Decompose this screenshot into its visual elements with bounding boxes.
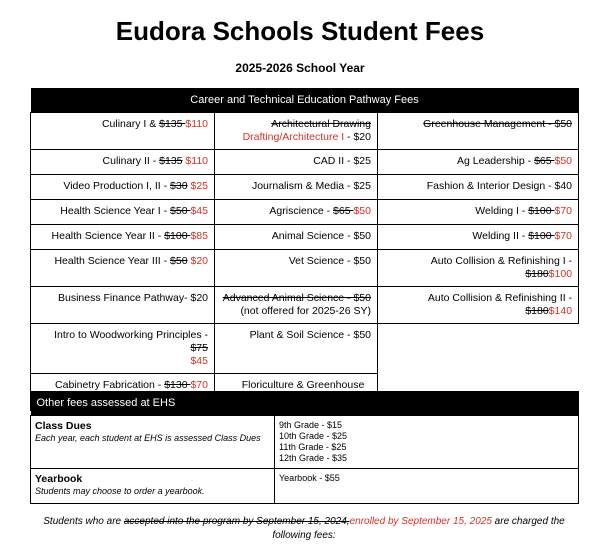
- career-fees-table: [30, 88, 579, 411]
- footnote: Students who are accepted into the program by September 15, 2024,enrolled by September 15, 2025 are charged the following fees:: [43, 516, 565, 541]
- fee-cell: Architectural Drawing Drafting/Architecture I - $20: [215, 113, 378, 150]
- fee-cell: Auto Collision & Refinishing I - $180$100: [378, 250, 579, 287]
- fee-cell: Cabinetry Fabrication - $130 $70: [31, 374, 215, 411]
- fee-cell: Vet Science - $50: [215, 250, 378, 287]
- fee-cell: Health Science Year II - $100 $85: [31, 225, 215, 250]
- other-fees-table: [30, 391, 579, 504]
- fee-cell: Health Science Year I - $50 $45: [31, 200, 215, 225]
- page-subtitle: 2025-2026 School Year: [235, 61, 365, 75]
- yearbook-cell: Yearbook Students may choose to order a yearbook.: [31, 469, 275, 504]
- fee-cell: Video Production I, II - $30 $25: [31, 175, 215, 200]
- fee-cell: CAD II - $25: [215, 150, 378, 175]
- fee-cell: Greenhouse Management - $50: [378, 113, 579, 150]
- fee-cell: Culinary II - $135 $110: [31, 150, 215, 175]
- fee-cell: Floriculture & Greenhouse: [215, 374, 378, 411]
- fee-cell: Journalism & Media - $25: [215, 175, 378, 200]
- fee-cell: Culinary I & $135 $110: [31, 113, 215, 150]
- class-dues-amounts: 9th Grade - $15 10th Grade - $25 11th Grade - $25 12th Grade - $35: [275, 416, 579, 469]
- fee-cell: Advanced Animal Science - $50 (not offered for 2025-26 SY): [215, 287, 378, 324]
- fee-cell: Business Finance Pathway- $20: [31, 287, 215, 324]
- fee-cell: Fashion & Interior Design - $40: [378, 175, 579, 200]
- fee-cell: Auto Collision & Refinishing II - $180$140: [378, 287, 579, 324]
- fee-cell: Agriscience - $65 $50: [215, 200, 378, 225]
- other-fees-heading: Other fees assessed at EHS: [31, 391, 579, 416]
- fee-cell: Welding I - $100 $70: [378, 200, 579, 225]
- yearbook-amount: Yearbook - $55: [275, 469, 579, 504]
- fee-cell: Welding II - $100 $70: [378, 225, 579, 250]
- fee-cell: Animal Science - $50: [215, 225, 378, 250]
- fee-cell: Plant & Soil Science - $50: [215, 324, 378, 374]
- page-title: Eudora Schools Student Fees: [115, 16, 485, 46]
- career-fees-heading: Career and Technical Education Pathway Fees: [31, 88, 579, 113]
- fee-cell: Ag Leadership - $65 $50: [378, 150, 579, 175]
- class-dues-cell: Class Dues Each year, each student at EHS is assessed Class Dues: [31, 416, 275, 469]
- fee-cell: Health Science Year III - $50 $20: [31, 250, 215, 287]
- fee-cell: Intro to Woodworking Principles - $75 $45: [31, 324, 215, 374]
- empty-cell: [378, 324, 579, 374]
